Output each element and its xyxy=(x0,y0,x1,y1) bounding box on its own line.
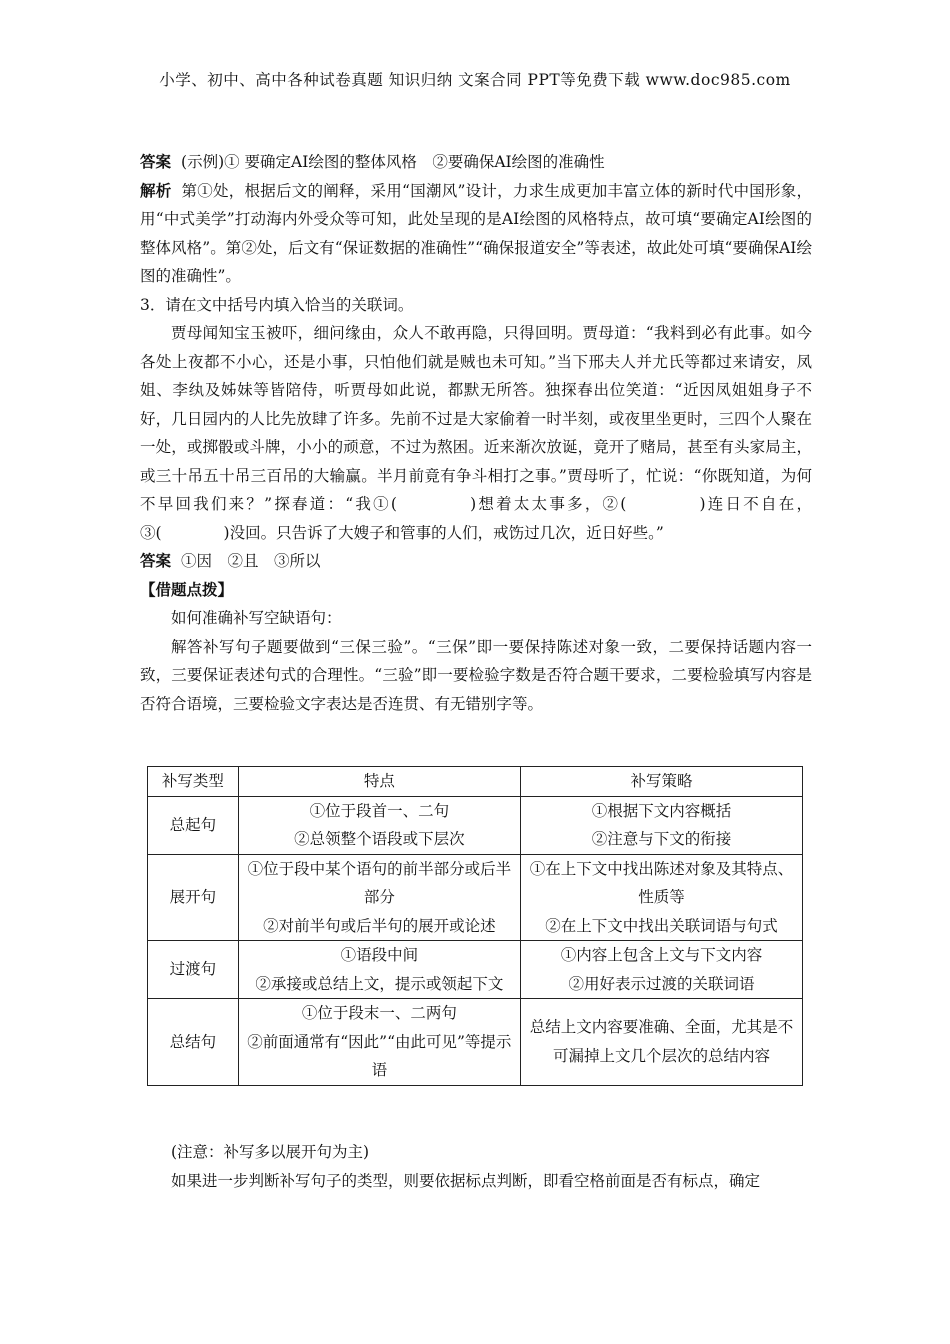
analysis-label: 解析 xyxy=(140,180,172,200)
feature-line: ②承接或总结上文，提示或领起下文 xyxy=(255,974,504,993)
table-row xyxy=(148,854,803,941)
strategy-line: ①内容上包含上文与下文内容 xyxy=(560,946,763,964)
table-row xyxy=(148,941,803,999)
q3-question: 3．请在文中括号内填入恰当的关联词。 xyxy=(140,295,414,314)
feature-line: ①位于段中某个语句的前半部分或后半部分 xyxy=(247,859,512,906)
strategy-line: 总结上文内容要准确、全面，尤其是不可漏掉上文几个层次的总结内容 xyxy=(529,1018,794,1065)
tip-title: 【借题点拨】 xyxy=(140,579,234,599)
table-header-cell: 补写策略 xyxy=(520,767,802,797)
feature-line: ①位于段末一、二两句 xyxy=(301,1004,457,1022)
type-cell: 总结句 xyxy=(148,999,239,1086)
q2-analysis-text: 第①处，根据后文的阐释，采用“国潮风”设计，力求生成更加丰富立体的新时代中国形象，用“中式美学”打动海内外受众等可知，此处呈现的是AI绘图的风格特点，故可填“要确定AI绘图的整体风格”。第②处，后文有“保证数据的准确性”“确保报道安全”等表述，故此处可填“要确保AI绘图的准确性”。 xyxy=(140,181,812,285)
feature-cell xyxy=(238,999,520,1086)
feature-cell xyxy=(238,796,520,854)
strategy-line: ②在上下文中找出关联词语与句式 xyxy=(545,916,778,935)
page-header: 小学、初中、高中各种试卷真题 知识归纳 文案合同 PPT等免费下载 www.doc985.com xyxy=(159,71,791,89)
q3-answer-text: ①因 ②且 ③所以 xyxy=(181,552,321,570)
feature-line: ①位于段首一、二句 xyxy=(309,801,450,820)
feature-cell xyxy=(238,854,520,941)
table-row xyxy=(148,796,803,854)
q3-passage: 贾母闻知宝玉被吓，细问缘由，众人不敢再隐，只得回明。贾母道：“我料到必有此事。如今各处上夜都不小心，还是小事，只怕他们就是贼也未可知。”当下邢夫人并尤氏等都过来请安，凤姐、李纨及姊妹等皆陪侍，听贾母如此说，都默无所答。独探春出位笑道：“近因凤姐姐身子不好，几日园内的人比先放肆了许多。先前不过是大家偷着一时半刻，或夜里坐更时，三四个人聚在一处，或掷骰或斗牌，小小的顽意，不过为熬困。近来渐次放诞，竟开了赌局，甚至有头家局主，或三十吊五十吊三百吊的大输赢。半月前竟有争斗相打之事。”贾母听了，忙说：“你既知道，为何不早回我们来？”探春道：“我①( )想着太太事多，②( )连日不自在，③( )没回。只告诉了大嫂子和管事的人们，戒饬过几次，近日好些。” xyxy=(140,324,812,542)
q2-answer xyxy=(140,148,812,177)
main-content xyxy=(140,148,812,718)
q2-answer-text: (示例)① 要确定AI绘图的整体风格 ②要确保AI绘图的准确性 xyxy=(181,153,605,171)
note: (注意：补写多以展开句为主) xyxy=(171,1143,370,1161)
feature-line: ①语段中间 xyxy=(340,946,419,964)
strategy-cell xyxy=(520,999,802,1086)
tip-subtitle: 如何准确补写空缺语句： xyxy=(171,609,342,627)
note-block xyxy=(140,1138,812,1195)
type-cell: 过渡句 xyxy=(148,941,239,999)
strategy-line: ①在上下文中找出陈述对象及其特点、性质等 xyxy=(529,859,794,906)
table-header-row xyxy=(148,767,803,797)
table-header-cell: 特点 xyxy=(238,767,520,797)
answer-label: 答案 xyxy=(140,551,172,570)
strategy-table xyxy=(147,766,803,1086)
strategy-line: ②用好表示过渡的关联词语 xyxy=(568,974,755,993)
q2-analysis xyxy=(140,177,812,291)
feature-cell xyxy=(238,941,520,999)
feature-line: ②对前半句或后半句的展开或论述 xyxy=(263,916,496,935)
q3-answer xyxy=(140,547,812,576)
table-row xyxy=(148,999,803,1086)
feature-line: ②前面通常有“因此”“由此可见”等提示语 xyxy=(247,1032,512,1079)
feature-line: ②总领整个语段或下层次 xyxy=(294,830,465,848)
type-cell: 展开句 xyxy=(148,854,239,941)
strategy-cell xyxy=(520,796,802,854)
strategy-cell xyxy=(520,854,802,941)
tip-body: 解答补写句子题要做到“三保三验”。“三保”即一要保持陈述对象一致，二要保持话题内容一致，三要保证表述句式的合理性。“三验”即一要检验字数是否符合题干要求，二要检验填写内容是否符合语境，三要检验文字表达是否连贯、有无错别字等。 xyxy=(140,637,812,713)
table-header-cell: 补写类型 xyxy=(148,767,239,797)
strategy-cell xyxy=(520,941,802,999)
closing-text: 如果进一步判断补写句子的类型，则要依据标点判断，即看空格前面是否有标点，确定 xyxy=(171,1171,761,1190)
strategy-line: ②注意与下文的衔接 xyxy=(591,830,732,848)
answer-label: 答案 xyxy=(140,152,172,171)
type-cell: 总起句 xyxy=(148,796,239,854)
strategy-line: ①根据下文内容概括 xyxy=(591,801,732,820)
